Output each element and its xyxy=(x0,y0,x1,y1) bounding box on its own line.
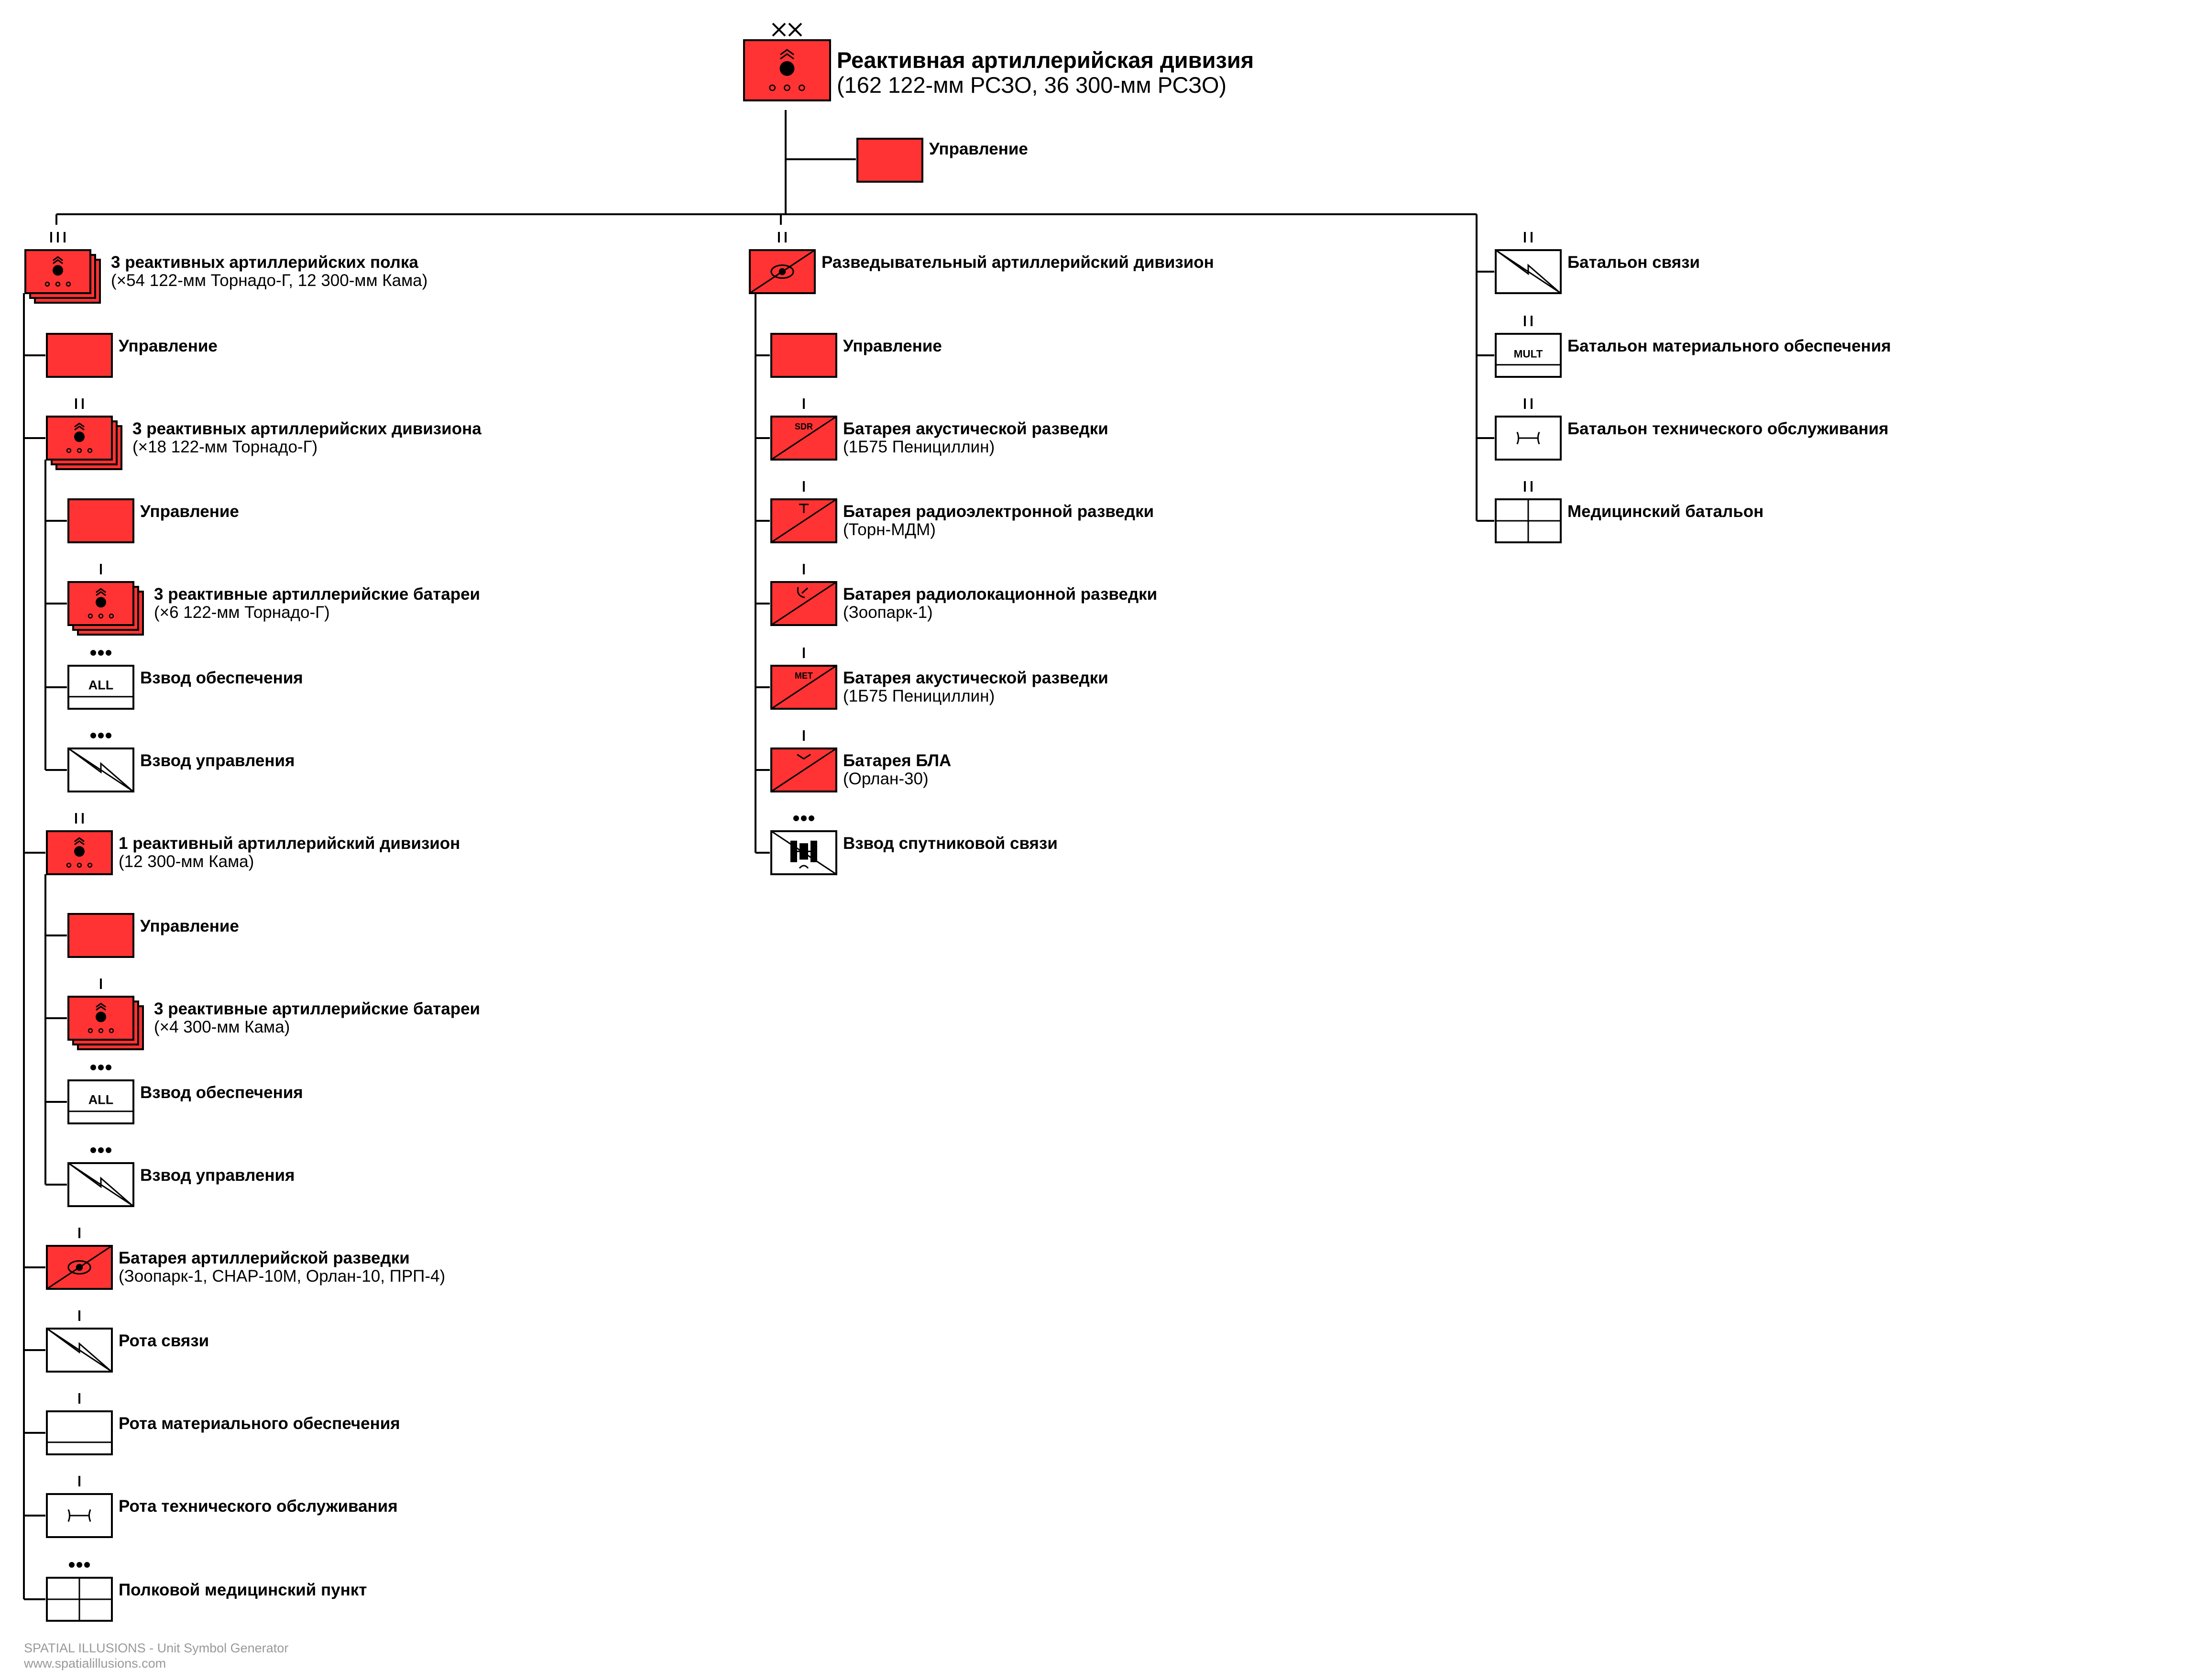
unit-name: Рота технического обслуживания xyxy=(119,1497,398,1516)
unit-frame xyxy=(68,914,133,957)
medical-unit-symbol xyxy=(45,1554,113,1624)
echelon-mark xyxy=(1525,232,1532,242)
unit-label xyxy=(154,585,480,622)
unit-equipment: (162 122-мм РСЗО, 36 300-мм РСЗО) xyxy=(837,72,1227,98)
unit-label xyxy=(119,1415,400,1433)
unit-name: Рота связи xyxy=(119,1331,209,1350)
unit-label xyxy=(140,503,239,521)
unit-label xyxy=(837,48,1254,98)
unit-name: Управление xyxy=(929,140,1028,158)
unit-name: Батарея радиоэлектронной разведки xyxy=(843,502,1154,521)
echelon-mark xyxy=(69,1562,90,1568)
unit-label xyxy=(821,253,1214,272)
unit-label xyxy=(1567,253,1700,272)
unit-name: Батальон технического обслуживания xyxy=(1567,419,1889,438)
signal-unit-symbol xyxy=(67,1139,135,1209)
unit-name: Батальон связи xyxy=(1567,253,1700,272)
unit-name: 3 реактивных артиллерийских дивизиона xyxy=(132,419,482,438)
credit xyxy=(24,1640,288,1671)
supply-unit-symbol xyxy=(67,642,135,712)
supply-unit-symbol xyxy=(45,1387,113,1457)
unit-equipment: (1Б75 Пенициллин) xyxy=(843,687,995,705)
echelon-mark xyxy=(90,1147,111,1153)
ew-unit-symbol xyxy=(770,475,838,545)
unit-name: Взвод обеспечения xyxy=(140,1083,303,1102)
svg-text:MULT: MULT xyxy=(1513,348,1543,360)
svg-text:ALL: ALL xyxy=(88,678,114,693)
signal-unit-symbol xyxy=(1494,226,1562,296)
unit-label xyxy=(843,420,1108,456)
echelon-mark xyxy=(90,733,111,738)
unit-name: Взвод управления xyxy=(140,751,295,770)
unit-equipment: (Зоопарк-1) xyxy=(843,603,933,622)
mlrs-unit-symbol xyxy=(67,973,144,1052)
echelon-mark xyxy=(76,813,83,824)
unit-name: Реактивная артиллерийская дивизия xyxy=(837,47,1254,73)
unit-name: Батальон материального обеспечения xyxy=(1567,337,1891,355)
unit-label xyxy=(1567,503,1763,521)
mlrs-unit-symbol xyxy=(45,393,123,472)
unit-name: Взвод обеспечения xyxy=(140,669,303,687)
maintenance-unit-symbol xyxy=(1494,393,1562,462)
unit-frame xyxy=(68,499,133,542)
unit-label xyxy=(119,1249,445,1286)
unit-name: Батарея акустической разведки xyxy=(843,669,1108,687)
satellite-unit-symbol xyxy=(770,807,838,877)
recon-unit-symbol xyxy=(45,1222,113,1292)
unit-label xyxy=(843,752,951,788)
unit-equipment: (1Б75 Пенициллин) xyxy=(843,438,995,456)
credit-line1: SPATIAL ILLUSIONS - Unit Symbol Generator xyxy=(24,1641,289,1655)
unit-label xyxy=(119,835,460,871)
unit-equipment: (×54 122-мм Торнадо-Г, 12 300-мм Кама) xyxy=(111,271,428,290)
unit-label xyxy=(119,1332,209,1350)
unit-equipment: (Торн-МДМ) xyxy=(843,520,936,539)
recon-diag-unit-symbol xyxy=(770,642,838,712)
unit-label xyxy=(1567,337,1891,355)
unit-name: Управление xyxy=(119,337,218,355)
mlrs-unit-symbol xyxy=(45,807,113,877)
unit-name: Батарея радиолокационной разведки xyxy=(843,585,1158,604)
unit-name: Взвод спутниковой связи xyxy=(843,834,1058,853)
unit-name: Батарея БЛА xyxy=(843,751,952,770)
unit-label xyxy=(132,420,482,456)
unit-frame xyxy=(47,1411,112,1454)
unit-name: Управление xyxy=(140,917,239,935)
echelon-mark xyxy=(1525,481,1532,492)
unit-label xyxy=(843,835,1058,853)
hq-unit-symbol xyxy=(856,115,924,185)
unit-name: Медицинский батальон xyxy=(1567,502,1764,521)
unit-label xyxy=(140,917,239,935)
unit-name: 3 реактивных артиллерийских полка xyxy=(111,253,418,272)
svg-text:MET: MET xyxy=(795,671,813,681)
unit-equipment: (×6 122-мм Торнадо-Г) xyxy=(154,603,330,622)
unit-frame xyxy=(857,139,922,182)
echelon-mark xyxy=(779,232,786,242)
signal-unit-symbol xyxy=(45,1305,113,1374)
echelon-mark xyxy=(51,232,65,242)
unit-name: Батарея артиллерийской разведки xyxy=(119,1249,410,1267)
unit-label xyxy=(843,585,1157,622)
unit-name: Рота материального обеспечения xyxy=(119,1414,400,1433)
unit-name: 3 реактивные артиллерийские батареи xyxy=(154,585,481,604)
unit-equipment: (×4 300-мм Кама) xyxy=(154,1018,290,1036)
unit-label xyxy=(140,669,303,687)
svg-text:ALL: ALL xyxy=(88,1092,114,1107)
radar-unit-symbol xyxy=(770,558,838,628)
unit-equipment: (12 300-мм Кама) xyxy=(119,852,254,871)
unit-label xyxy=(119,1497,398,1516)
recon-unit-symbol xyxy=(748,226,816,296)
unit-label xyxy=(843,503,1154,539)
medical-unit-symbol xyxy=(1494,475,1562,545)
echelon-mark xyxy=(76,398,83,409)
unit-label xyxy=(843,669,1108,705)
supply-unit-symbol xyxy=(1494,310,1562,380)
unit-label xyxy=(111,253,427,290)
hq-unit-symbol xyxy=(67,475,135,545)
mlrs-unit-symbol xyxy=(67,558,144,638)
echelon-mark xyxy=(1525,398,1532,409)
svg-text:SDR: SDR xyxy=(794,422,813,431)
unit-label xyxy=(1567,420,1889,438)
echelon-mark xyxy=(773,23,801,36)
unit-label xyxy=(119,337,218,355)
unit-name: Управление xyxy=(140,502,239,521)
unit-name: 1 реактивный артиллерийский дивизион xyxy=(119,834,460,853)
unit-equipment: (Зоопарк-1, СНАР-10М, Орлан-10, ПРП-4) xyxy=(119,1267,446,1286)
unit-name: Батарея акустической разведки xyxy=(843,419,1108,438)
unit-label xyxy=(140,1166,295,1185)
unit-label xyxy=(154,1000,480,1036)
uav-unit-symbol xyxy=(770,725,838,794)
unit-name: Взвод управления xyxy=(140,1166,295,1185)
echelon-mark xyxy=(90,650,111,656)
unit-name: Полковой медицинский пункт xyxy=(119,1581,367,1599)
unit-name: Управление xyxy=(843,337,942,355)
unit-frame xyxy=(771,334,836,377)
maintenance-unit-symbol xyxy=(45,1470,113,1540)
unit-equipment: (×18 122-мм Торнадо-Г) xyxy=(132,438,318,456)
unit-frame xyxy=(47,334,112,377)
hq-unit-symbol xyxy=(67,890,135,960)
unit-label xyxy=(140,752,295,770)
mlrs-unit-symbol xyxy=(24,226,101,306)
mlrs-unit-symbol xyxy=(743,16,832,103)
echelon-mark xyxy=(793,815,814,821)
unit-name: Разведывательный артиллерийский дивизион xyxy=(821,253,1214,272)
unit-name: 3 реактивные артиллерийские батареи xyxy=(154,1000,481,1018)
supply-unit-symbol xyxy=(67,1056,135,1126)
unit-label xyxy=(929,140,1028,158)
unit-label xyxy=(843,337,942,355)
echelon-mark xyxy=(1525,316,1532,326)
signal-unit-symbol xyxy=(67,725,135,794)
unit-label xyxy=(140,1084,303,1102)
echelon-mark xyxy=(90,1065,111,1070)
unit-equipment: (Орлан-30) xyxy=(843,770,929,788)
hq-unit-symbol xyxy=(770,310,838,380)
unit-label xyxy=(119,1581,367,1599)
credit-line2[interactable]: www.spatialillusions.com xyxy=(24,1656,166,1671)
recon-diag-unit-symbol xyxy=(770,393,838,462)
hq-unit-symbol xyxy=(45,310,113,380)
